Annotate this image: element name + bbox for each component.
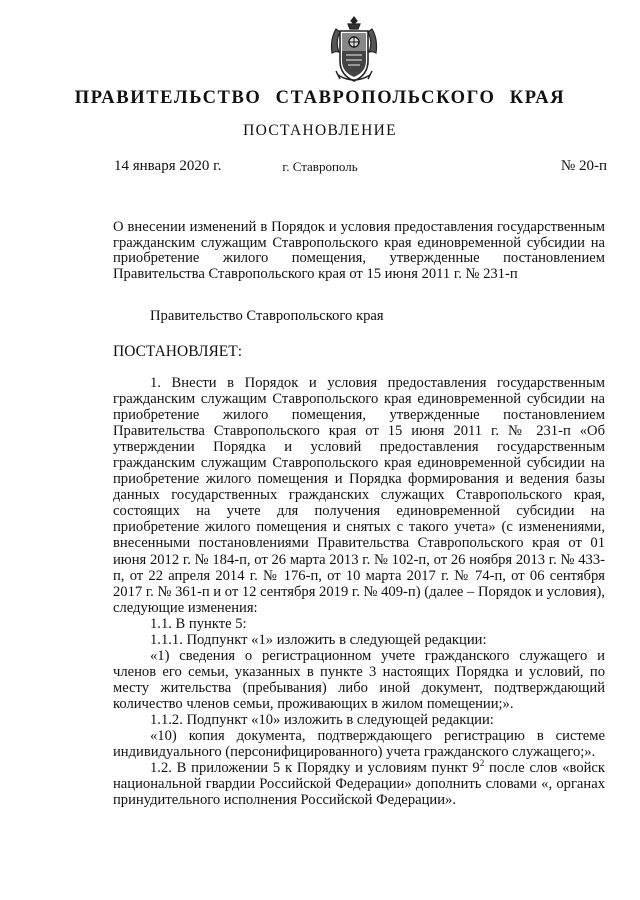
- paragraph-text: 1.2. В приложении 5 к Порядку и условиям пункт 9: [150, 760, 480, 777]
- document-date: 14 января 2020 г.: [114, 158, 222, 174]
- paragraph: «1) сведения о регистрационном учете гражданского служащего и членов его семьи, указанных в пункте 3 настоящих Порядка и условий, по месту жительства (пребывания) либо иной документ, подтверждающий количество членов семьи, проживающих в жилом помещении;».: [113, 647, 605, 712]
- document-number: № 20-п: [560, 158, 607, 174]
- paragraph: 1.1.1. Подпункт «1» изложить в следующей редакции:: [150, 631, 487, 648]
- government-title: ПРАВИТЕЛЬСТВО СТАВРОПОЛЬСКОГО КРАЯ: [74, 88, 566, 108]
- preamble: Правительство Ставропольского края: [150, 308, 384, 324]
- paragraph: 1.1. В пункте 5:: [150, 615, 247, 632]
- superscript: 2: [479, 758, 485, 769]
- coat-of-arms-emblem: [328, 15, 380, 85]
- document-city: г. Ставрополь: [282, 159, 358, 174]
- paragraph: «10) копия документа, подтверждающего регистрацию в системе индивидуального (персонифицированного) учета гражданского служащего;».: [113, 728, 605, 761]
- resolve-heading: ПОСТАНОВЛЯЕТ:: [113, 343, 243, 360]
- paragraph: 1. Внести в Порядок и условия предоставления государственным гражданским служащим Ставропольского края единовременной субсидии на приобретение жилого помещения, утвержденные постановлением Правительства Ставропольского края от 15 июня 2011 г. № 231-п «Об утверждении Порядка и условий предоставления государственным гражданским служащим Ставропольского края единовременной субсидии на приобретение жилого помещения и Порядка формирования и ведения базы данных государственных гражданских служащих Ставропольского края, состоящих на учете для получения единовременной субсидии на приобретение жилого помещения и снятых с такого учета» (с изменениями, внесенными постановлениями Правительства Ставропольского края от 01 июня 2012 г. № 184-п, от 26 марта 2013 г. № 102-п, от 26 ноября 2013 г. № 433-п, от 22 апреля 2014 г. № 176-п, от 10 марта 2017 г. № 74-п, от 06 сентября 2017 г. № 361-п и от 12 сентября 2019 г. № 409-п) (далее – Порядок и условия), следующие изменения:: [113, 375, 605, 616]
- document-subject: О внесении изменений в Порядок и условия предоставления государственным гражданским служащим Ставропольского края единовременной субсидии на приобретение жилого помещения, утвержденные постановлением Правительства Ставропольского края от 15 июня 2011 г. № 231-п: [113, 219, 605, 282]
- document-body: [113, 375, 605, 808]
- paragraph: 1.1.2. Подпункт «10» изложить в следующей редакции:: [150, 711, 494, 728]
- paragraph: [113, 760, 605, 808]
- paragraph-text: после слов «войск национальной гвардии Российской Федерации» дополнить словами «, органах принудительного исполнения Российской Федерации».: [113, 760, 605, 809]
- document-type: ПОСТАНОВЛЕНИЕ: [243, 122, 397, 139]
